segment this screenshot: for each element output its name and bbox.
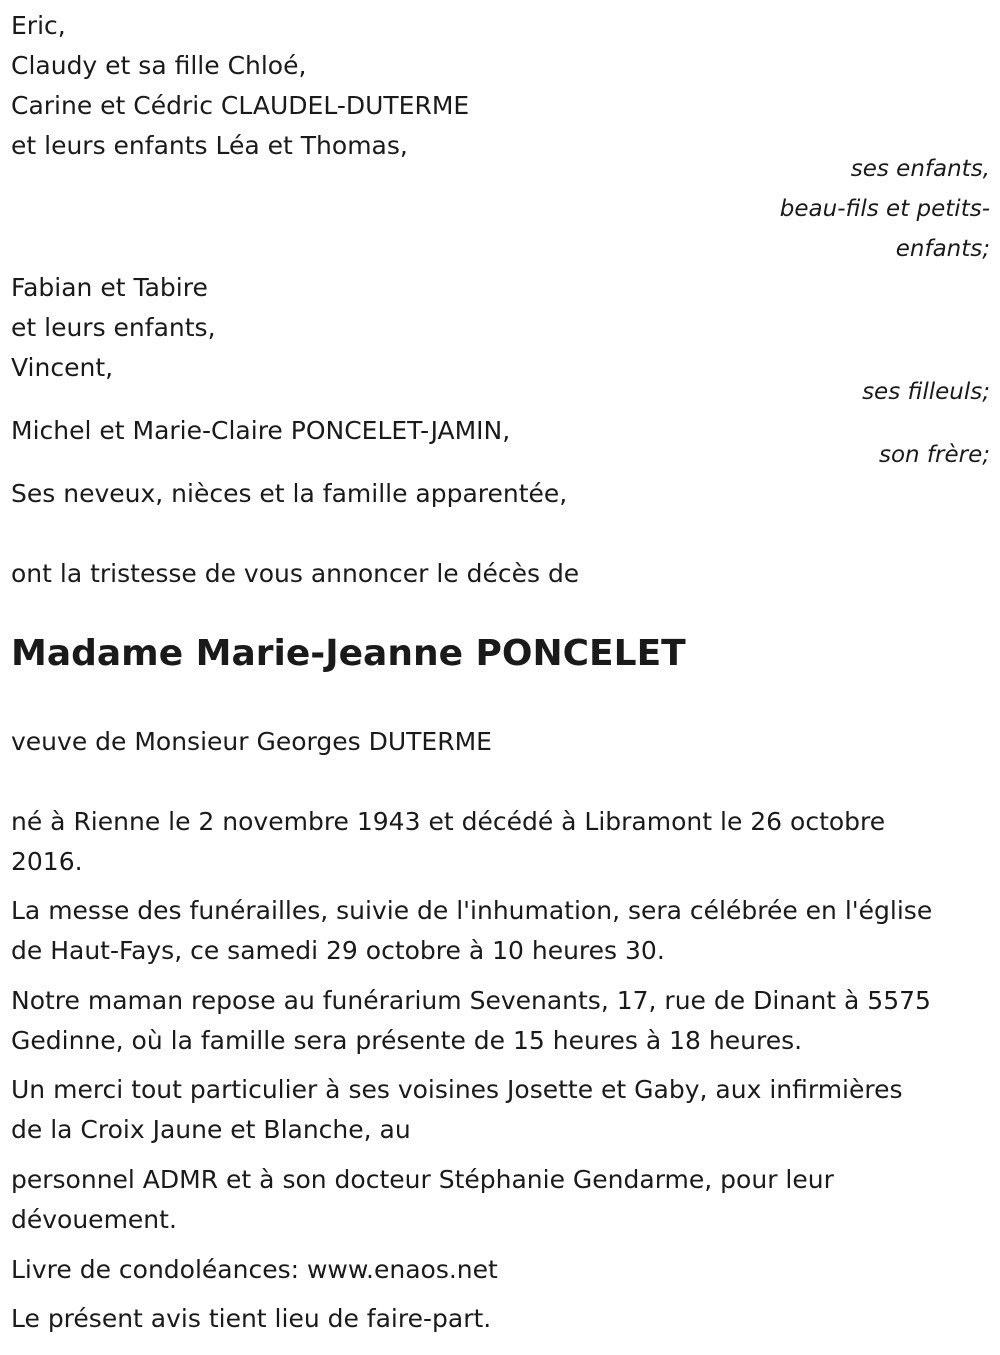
relation-label: enfants;	[895, 236, 990, 262]
deceased-name: Madame Marie-Jeanne PONCELET	[11, 633, 686, 674]
repose-info-line: Gedinne, où la famille sera présente de 15 heures à 18 heures.	[11, 1026, 803, 1055]
family-line: et leurs enfants Léa et Thomas,	[11, 131, 408, 160]
thanks-line: de la Croix Jaune et Blanche, au	[11, 1115, 411, 1144]
relation-label: ses filleuls;	[862, 379, 990, 405]
family-line: Ses neveux, nièces et la famille apparentée,	[11, 479, 568, 508]
family-line: Vincent,	[11, 353, 114, 382]
family-line: Eric,	[11, 11, 66, 40]
thanks-line: dévouement.	[11, 1205, 177, 1234]
announcement-intro: ont la tristesse de vous annoncer le décès de	[11, 559, 580, 588]
relation-label: beau-fils et petits-	[779, 196, 990, 222]
funeral-info-line: de Haut-Fays, ce samedi 29 octobre à 10 heures 30.	[11, 936, 665, 965]
birth-death-line: 2016.	[11, 847, 83, 876]
family-line: Carine et Cédric CLAUDEL-DUTERME	[11, 91, 470, 120]
relation-label: ses enfants,	[850, 156, 990, 182]
notice-line: Le présent avis tient lieu de faire-part.	[11, 1304, 492, 1333]
condolences-line: Livre de condoléances: www.enaos.net	[11, 1255, 498, 1284]
repose-info-line: Notre maman repose au funérarium Sevenants, 17, rue de Dinant à 5575	[11, 986, 931, 1015]
family-line: Fabian et Tabire	[11, 273, 208, 302]
spouse-line: veuve de Monsieur Georges DUTERME	[11, 727, 492, 756]
funeral-info-line: La messe des funérailles, suivie de l'inhumation, sera célébrée en l'église	[11, 896, 933, 925]
family-line: Michel et Marie-Claire PONCELET-JAMIN,	[11, 416, 511, 445]
thanks-line: personnel ADMR et à son docteur Stéphanie Gendarme, pour leur	[11, 1165, 834, 1194]
thanks-line: Un merci tout particulier à ses voisines Josette et Gaby, aux infirmières	[11, 1075, 903, 1104]
birth-death-line: né à Rienne le 2 novembre 1943 et décédé à Libramont le 26 octobre	[11, 807, 886, 836]
family-line: et leurs enfants,	[11, 313, 216, 342]
family-line: Claudy et sa fille Chloé,	[11, 51, 307, 80]
relation-label: son frère;	[878, 442, 990, 468]
